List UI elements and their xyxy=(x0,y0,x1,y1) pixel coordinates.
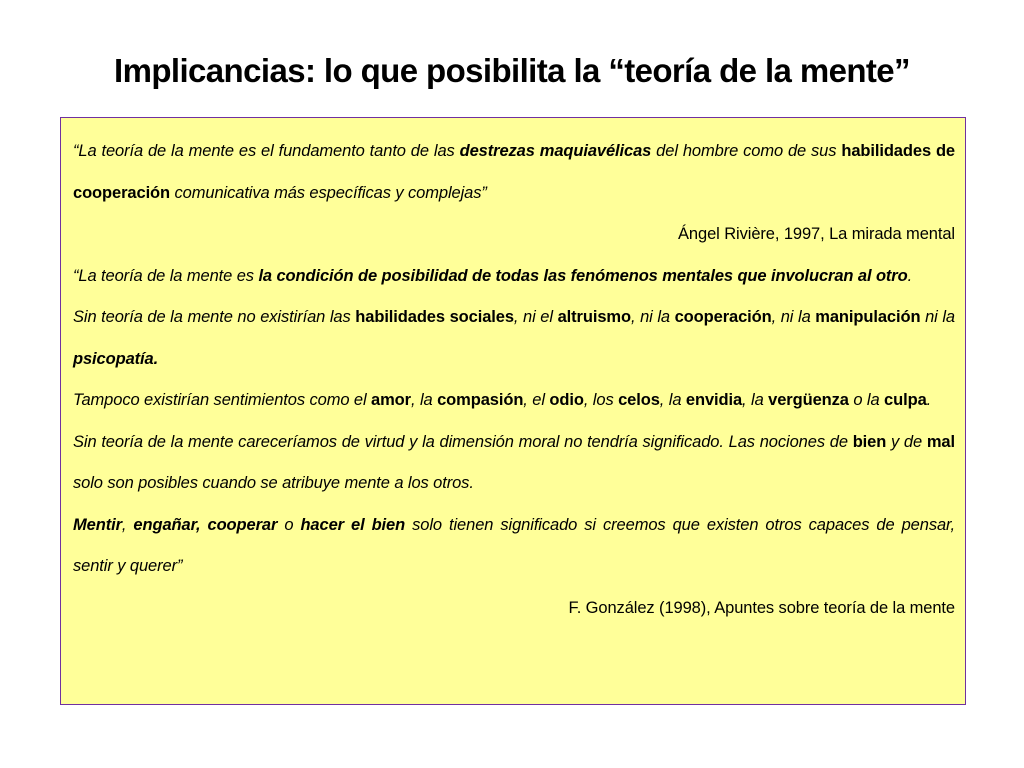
text-span: , xyxy=(121,515,134,534)
text-span: . xyxy=(926,391,932,409)
emphasis-hacer-el-bien: hacer el bien xyxy=(300,515,406,534)
text-span: solo son posibles cuando se atribuye mente a los otros. xyxy=(73,474,474,492)
emphasis-mentir: Mentir xyxy=(73,515,122,534)
emphasis-habilidades: habilidades de cooperación xyxy=(73,142,955,202)
text-span: , ni la xyxy=(771,308,816,326)
emphasis-altruismo: altruismo xyxy=(557,308,631,326)
emphasis-compasion: compasión xyxy=(437,391,524,409)
quote-gonzalez-p3 xyxy=(73,380,955,422)
text-span: ni la xyxy=(920,308,955,326)
text-span: y de xyxy=(886,432,927,451)
quote-riviere xyxy=(73,131,955,214)
text-span: Sin teoría de la mente careceríamos de virtud y la dimensión moral no tendría significado. Las nociones de xyxy=(73,432,853,451)
text-span: , el xyxy=(523,391,550,409)
text-span: “La teoría de la mente es xyxy=(73,266,259,285)
emphasis-amor: amor xyxy=(371,391,411,409)
quote-gonzalez-p5 xyxy=(73,505,955,588)
text-span: , la xyxy=(742,391,769,409)
text-span: o la xyxy=(848,391,885,409)
emphasis-destrezas: destrezas maquiavélicas xyxy=(459,142,652,160)
emphasis-envidia: envidia xyxy=(685,391,743,409)
text-span: , la xyxy=(659,391,686,409)
quote-box xyxy=(60,117,966,705)
emphasis-celos: celos xyxy=(618,391,660,409)
text-span: solo tienen significado si creemos que existen otros capaces de pensar, sentir y querer” xyxy=(73,515,956,575)
text-span: “La teoría de la mente es el fundamento tanto de las xyxy=(73,142,460,160)
text-span: Tampoco existirían sentimientos como el xyxy=(73,391,372,409)
text-span: . xyxy=(907,266,913,285)
text-span: del hombre como de sus xyxy=(651,142,842,160)
text-span: , ni el xyxy=(513,308,558,326)
emphasis-culpa: culpa xyxy=(884,391,927,409)
text-span: , la xyxy=(410,391,438,409)
emphasis-manipulacion: manipulación xyxy=(815,308,921,326)
emphasis-psicopatia: psicopatía. xyxy=(73,349,159,368)
quote-gonzalez-p2 xyxy=(73,297,955,380)
quote-gonzalez-p1 xyxy=(73,256,955,298)
emphasis-mal: mal xyxy=(926,432,955,451)
text-span: Sin teoría de la mente no existirían las xyxy=(73,308,356,326)
slide-title: Implicancias: lo que posibilita la “teoría de la mente” xyxy=(114,52,910,89)
text-span: comunicativa más específicas y complejas” xyxy=(170,183,487,202)
emphasis-enganar-cooperar: engañar, cooperar xyxy=(133,515,278,534)
quote-gonzalez-p4 xyxy=(73,422,955,505)
emphasis-cooperacion: cooperación xyxy=(674,308,772,326)
emphasis-odio: odio xyxy=(549,391,584,409)
emphasis-habilidades-sociales: habilidades sociales xyxy=(355,308,514,326)
emphasis-bien: bien xyxy=(852,432,887,451)
citation-riviere: Ángel Rivière, 1997, La mirada mental xyxy=(678,225,955,243)
emphasis-verguenza: vergüenza xyxy=(768,391,849,409)
emphasis-condicion: la condición de posibilidad de todas las fenómenos mentales que involucran al otro xyxy=(258,266,908,285)
text-span: , los xyxy=(583,391,619,409)
text-span: , ni la xyxy=(630,308,675,326)
text-span: o xyxy=(277,515,301,534)
citation-gonzalez: F. González (1998), Apuntes sobre teoría de la mente xyxy=(568,598,955,617)
